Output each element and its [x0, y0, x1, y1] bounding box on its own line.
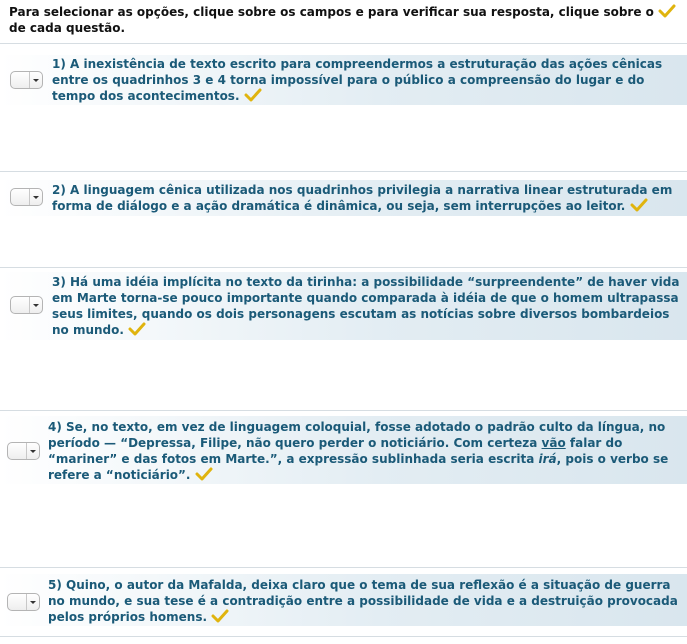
divider: [0, 410, 687, 411]
question-5-check-button[interactable]: [211, 609, 229, 623]
instructions: [9, 4, 679, 36]
question-1-check-button[interactable]: [244, 88, 262, 102]
divider: [0, 43, 687, 44]
question-5-statement: 5) Quino, o autor da Mafalda, deixa claro que o tema de sua reflexão é a situação de guerra no mundo, e sua tese é a contradição entre a possibilidade de vida e a destruição provocada pelos próprios homens.: [48, 578, 678, 624]
divider: [0, 567, 687, 568]
chevron-down-icon: [33, 79, 39, 82]
question-2-answer-select[interactable]: [10, 188, 43, 206]
question-5-text: [48, 577, 682, 625]
chevron-down-icon: [33, 304, 39, 307]
question-4-statement-part1: 4) Se, no texto, em vez de linguagem coloquial, fosse adotado o padrão culto da língua, no período — “Depressa, Filipe, não quero perder o noticiário. Com certeza: [48, 420, 666, 450]
question-1-answer-select[interactable]: [10, 71, 43, 89]
question-4-italic-word: irá: [538, 452, 557, 466]
question-3-statement: 3) Há uma idéia implícita no texto da tirinha: a possibilidade “surpreendente” de haver vida em Marte torna-se pouco importante quando comparada à idéia de que o homem ultrapassa seus limites, quando os dois personagens escutam as notícias sobre diversos bombardeios no mundo.: [52, 275, 680, 337]
question-3-answer-select[interactable]: [10, 296, 43, 314]
instructions-text-end: de cada questão.: [9, 21, 126, 35]
question-2-statement: 2) A linguagem cênica utilizada nos quadrinhos privilegia a narrativa linear estruturada em forma de diálogo e a ação dramática é dinâmica, ou seja, sem interrupções ao leitor.: [52, 183, 673, 213]
question-4-statement-part2: falar do “mariner” e das fotos em Marte.”, a expressão sublinhada seria escrita: [48, 436, 623, 466]
chevron-down-icon: [30, 601, 36, 604]
question-4-check-button[interactable]: [195, 467, 213, 481]
question-5-answer-select[interactable]: [7, 593, 40, 611]
checkmark-icon: [658, 4, 676, 18]
divider: [0, 171, 687, 172]
question-4-statement-part3: , pois o verbo se refere a “noticiário”.: [48, 452, 669, 482]
question-4-underlined-word: vão: [541, 436, 566, 450]
question-2-text: [52, 182, 682, 214]
question-2-check-button[interactable]: [630, 198, 648, 212]
question-4-text: [48, 419, 682, 483]
divider: [0, 267, 687, 268]
instructions-text: Para selecionar as opções, clique sobre os campos e para verificar sua resposta, clique sobre o: [9, 5, 654, 19]
question-1-text: [52, 56, 682, 104]
question-1-statement: 1) A inexistência de texto escrito para compreendermos a estruturação das ações cênicas entre os quadrinhos 3 e 4 torna impossível para o público a compreensão do lugar e do tempo dos acontecimentos.: [52, 57, 663, 103]
question-3-text: [52, 274, 682, 338]
chevron-down-icon: [33, 196, 39, 199]
question-4-answer-select[interactable]: [7, 442, 40, 460]
chevron-down-icon: [30, 450, 36, 453]
question-3-check-button[interactable]: [128, 322, 146, 336]
divider: [0, 636, 687, 637]
